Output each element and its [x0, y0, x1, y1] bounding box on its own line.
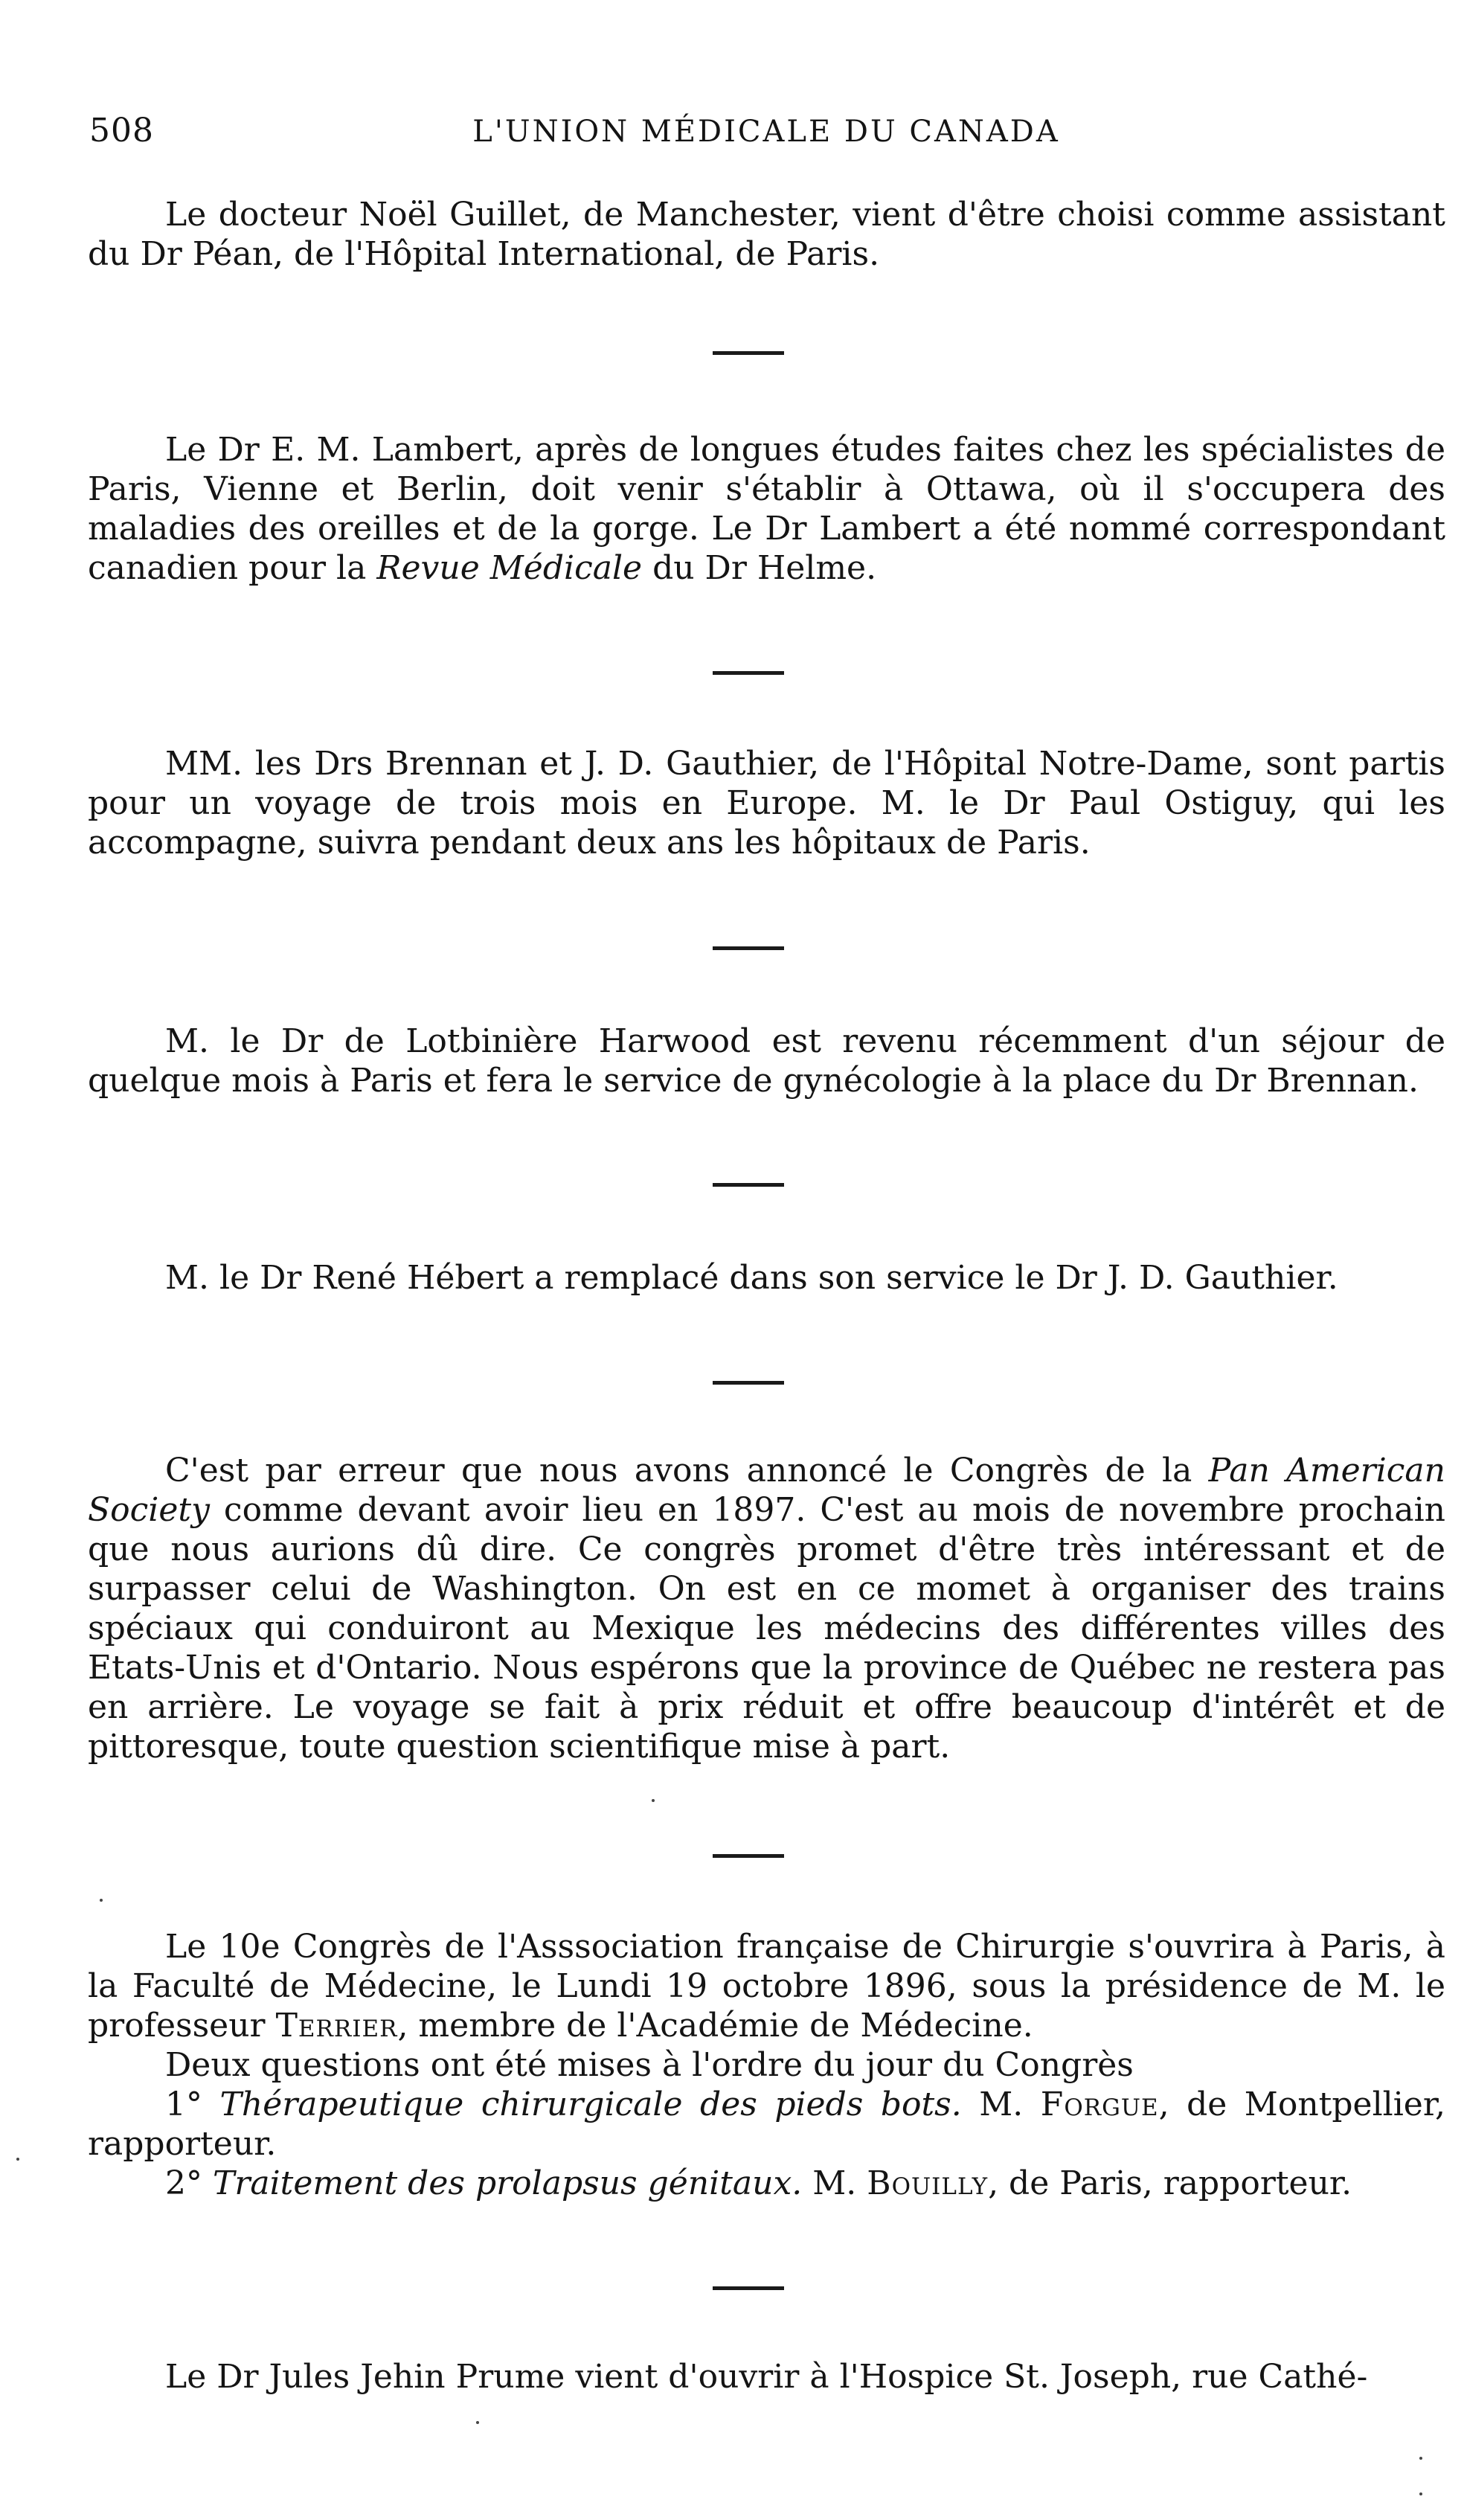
question-2 [88, 2164, 1445, 2203]
page-header [89, 112, 1443, 156]
text-run: M. [961, 2085, 1041, 2123]
separator-rule [713, 1183, 784, 1187]
print-speck [16, 2158, 19, 2161]
separator-rule [713, 1854, 784, 1858]
question-title: Traitement des prolapsus génitaux. [213, 2164, 803, 2202]
news-item-hebert [88, 1258, 1445, 1298]
question-number: 2° [165, 2164, 202, 2202]
question-title: Thérapeutique chirurgicale des pieds bots. [219, 2085, 962, 2123]
news-item-pan-american [88, 1451, 1445, 1766]
separator-rule [713, 946, 784, 950]
person-name: Bouilly [867, 2164, 989, 2202]
separator-rule [713, 1381, 784, 1385]
separator-rule [713, 671, 784, 675]
question-1 [88, 2085, 1445, 2164]
news-item-guillet [88, 195, 1445, 274]
running-title: L'UNION MÉDICALE DU CANADA [472, 115, 1060, 149]
society-name: Pan American Society [88, 1452, 1445, 1529]
paragraph: Le Dr Jules Jehin Prume vient d'ouvrir à l'Hospice St. Joseph, rue Cathé- [165, 2358, 1368, 2396]
paragraph: Deux questions ont été mises à l'ordre du jour du Congrès [165, 2046, 1134, 2084]
print-speck [1419, 2457, 1422, 2460]
text-run: , de Paris, rapporteur. [988, 2164, 1352, 2202]
print-speck [100, 1899, 103, 1902]
person-name: Forgue [1040, 2085, 1159, 2123]
paragraph: M. le Dr de Lotbinière Harwood est revenu récemment d'un séjour de quelque mois à Paris et fera le service de gynécologie à la place du Dr Brennan. [88, 1022, 1445, 1100]
text-run: Le Dr E. M. Lambert, après de longues études faites chez les spécialistes de Paris, Vienne et Berlin, doit venir s'établir à Ottawa, où il s'occupera des maladies des oreilles et de la gorge. Le Dr Lambert a été nommé correspondant canadien pour la [88, 431, 1445, 587]
paragraph: M. le Dr René Hébert a remplacé dans son service le Dr J. D. Gauthier. [165, 1259, 1338, 1297]
paragraph [88, 430, 1445, 588]
text-run: comme devant avoir lieu en 1897. C'est au mois de novembre prochain que nous aurions dû dire. Ce congrès promet d'être très intéressant et de surpasser celui de Washington. On est en ce momet à organiser des trains spéciaux qui conduiront au Mexique les médecins des différentes villes des Etats-Unis et d'Ontario. Nous espérons que la province de Québec ne restera pas en arrière. Le voyage se fait à prix réduit et offre beaucoup d'intérêt et de pittoresque, toute question scientifique mise à part. [88, 1491, 1445, 1766]
person-name: Terrier [275, 2007, 398, 2045]
print-speck [652, 1799, 655, 1802]
paragraph: Le docteur Noël Guillet, de Manchester, vient d'être choisi comme assistant du Dr Péan, de l'Hôpital International, de Paris. [88, 196, 1445, 273]
text-run: , de Montpellier, rapporteur. [88, 2085, 1446, 2163]
page-number: 508 [89, 112, 154, 150]
text-run: M. [802, 2164, 867, 2202]
text-run: du Dr Helme. [642, 549, 877, 587]
question-number: 1° [165, 2085, 202, 2123]
news-item-lambert [88, 430, 1445, 588]
text-run: , membre de l'Académie de Médecine. [397, 2007, 1033, 2045]
news-item-brennan-gauthier [88, 744, 1445, 862]
news-item-prume [88, 2357, 1445, 2396]
journal-title: Revue Médicale [376, 549, 643, 587]
separator-rule [713, 351, 784, 355]
text-run: C'est par erreur que nous avons annoncé le Congrès de la [165, 1452, 1209, 1490]
paragraph [88, 1927, 1445, 2045]
text-run: Le 10e Congrès de l'Asssociation française de Chirurgie s'ouvrira à Paris, à la Faculté de Médecine, le Lundi 19 octobre 1896, sous la présidence de M. le professeur [88, 1928, 1445, 2045]
paragraph [88, 1451, 1445, 1766]
separator-rule [713, 2286, 784, 2290]
print-speck [476, 2421, 479, 2424]
news-item-harwood [88, 1022, 1445, 1100]
news-item-congres-chirurgie [88, 1927, 1445, 2203]
paragraph: MM. les Drs Brennan et J. D. Gauthier, de l'Hôpital Notre-Dame, sont partis pour un voyage de trois mois en Europe. M. le Dr Paul Ostiguy, qui les accompagne, suivra pendant deux ans les hôpitaux de Paris. [88, 745, 1445, 862]
print-speck [1419, 2492, 1422, 2495]
